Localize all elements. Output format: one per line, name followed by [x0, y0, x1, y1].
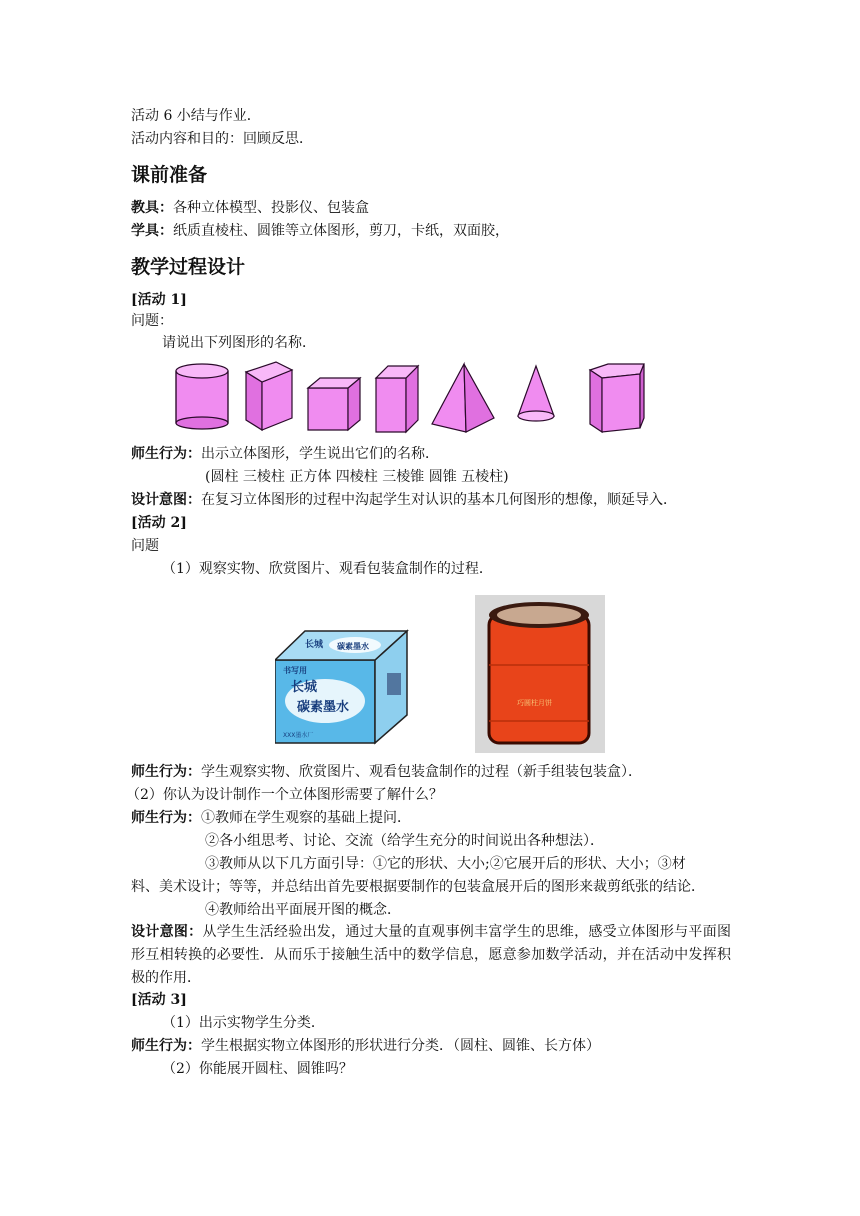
- shape-names-line: (圆柱 三棱柱 正方体 四棱柱 三棱锥 圆锥 五棱柱): [205, 469, 509, 485]
- solid-shapes-figure: [170, 360, 660, 435]
- teacher-student-4-text: 学生根据实物立体图形的形状进行分类．（圆柱、圆锥、长方体）: [201, 1038, 600, 1054]
- design-intent-1-label: 设计意图：: [131, 492, 201, 508]
- teaching-aids-line: [131, 198, 369, 218]
- question-3-2: （2）你能展开圆柱、圆锥吗？: [162, 1061, 353, 1077]
- teacher-student-2-label: 师生行为：: [131, 764, 201, 780]
- box-front-label: 碳素墨水: [297, 700, 350, 715]
- section-heading-preparation: 课前准备: [131, 164, 208, 186]
- teacher-student-3-step4: ④教师给出平面展开图的概念．: [205, 902, 401, 918]
- teacher-student-4-label: 师生行为：: [131, 1038, 201, 1054]
- teacher-student-3-step2: ②各小组思考、讨论、交流（给学生充分的时间说出各种想法）．: [205, 833, 604, 849]
- section-heading-process: 教学过程设计: [131, 256, 246, 278]
- teacher-student-3-step3a: ③教师从以下几方面引导：①它的形状、大小;②它展开后的形状、大小；③材: [205, 856, 686, 872]
- learning-aids-line: [131, 221, 509, 241]
- box-top-label: 碳素墨水: [337, 642, 369, 651]
- design-intent-1-line: [131, 490, 677, 510]
- cube-shape: [308, 378, 360, 430]
- triangular-pyramid-shape: [432, 364, 494, 432]
- cylinder-shape: [176, 364, 228, 429]
- design-intent-1-text: 在复习立体图形的过程中沟起学生对认识的基本几何图形的想像，顺延导入．: [201, 492, 677, 508]
- teacher-student-3-label: 师生行为：: [131, 810, 201, 826]
- learning-aids-text: 纸质直棱柱、圆锥等立体图形，剪刀，卡纸，双面胶，: [173, 223, 509, 239]
- teaching-aids-text: 各种立体模型、投影仪、包装盒: [173, 200, 369, 216]
- learning-aids-label: 学具：: [131, 223, 173, 239]
- teacher-student-3-step3b: 料、美术设计；等等，并总结出首先要根据要制作的包装盒展开后的图形来裁剪纸张的结论．: [131, 879, 705, 895]
- teacher-student-1-label: 师生行为：: [131, 446, 201, 462]
- question-2-1: （1）观察实物、欣赏图片、观看包装盒制作的过程．: [162, 561, 493, 577]
- teacher-student-4-line: [131, 1036, 600, 1056]
- design-intent-2-text: 从学生生活经验出发，通过大量的直观事例丰富学生的思维，感受立体图形与平面图形互相转换的必要性．从而乐于接触生活中的数学信息，愿意参加数学活动，并在活动中发挥积极的作用．: [131, 924, 732, 986]
- teacher-student-3-line: [131, 808, 411, 828]
- teacher-student-2-line: [131, 762, 642, 782]
- question-label-2: 问题: [131, 538, 159, 554]
- red-can-image: [475, 595, 605, 753]
- box-maker-label: XXX墨水厂: [283, 732, 314, 739]
- box-brand-front: 长城: [291, 680, 318, 695]
- teacher-student-1-text: 出示立体图形，学生说出它们的名称．: [201, 446, 439, 462]
- teacher-student-1-line: [131, 444, 439, 464]
- pentagonal-prism-shape: [590, 364, 644, 432]
- design-intent-2-label: 设计意图：: [131, 924, 203, 940]
- can-label: 巧圆柱月饼: [517, 699, 552, 707]
- question-text-1: 请说出下列图形的名称．: [162, 335, 316, 351]
- activity-purpose-line: 活动内容和目的：回顾反思．: [131, 131, 313, 147]
- cone-shape: [518, 366, 554, 421]
- activity3-label: [活动 3]: [131, 992, 187, 1008]
- teacher-student-2-text: 学生观察实物、欣赏图片、观看包装盒制作的过程（新手组装包装盒）．: [201, 764, 642, 780]
- box-brand-top: 长城: [305, 640, 324, 650]
- question-3-1: （1）出示实物学生分类．: [162, 1015, 325, 1031]
- design-intent-2-paragraph: [131, 921, 731, 990]
- box-small-label: 书写用: [283, 666, 307, 675]
- quadrangular-prism-shape: [376, 366, 418, 432]
- teacher-student-3-step1: ①教师在学生观察的基础上提问．: [201, 810, 411, 826]
- question-label-1: 问题：: [131, 313, 173, 329]
- activity1-label: [活动 1]: [131, 292, 187, 308]
- triangular-prism-shape: [246, 362, 292, 430]
- ink-box-image: [275, 623, 410, 748]
- teaching-aids-label: 教具：: [131, 200, 173, 216]
- activity6-line: 活动 6 小结与作业．: [131, 108, 261, 124]
- activity2-label: [活动 2]: [131, 515, 187, 531]
- question-2-2: （2）你认为设计制作一个立体图形需要了解什么？: [126, 787, 443, 803]
